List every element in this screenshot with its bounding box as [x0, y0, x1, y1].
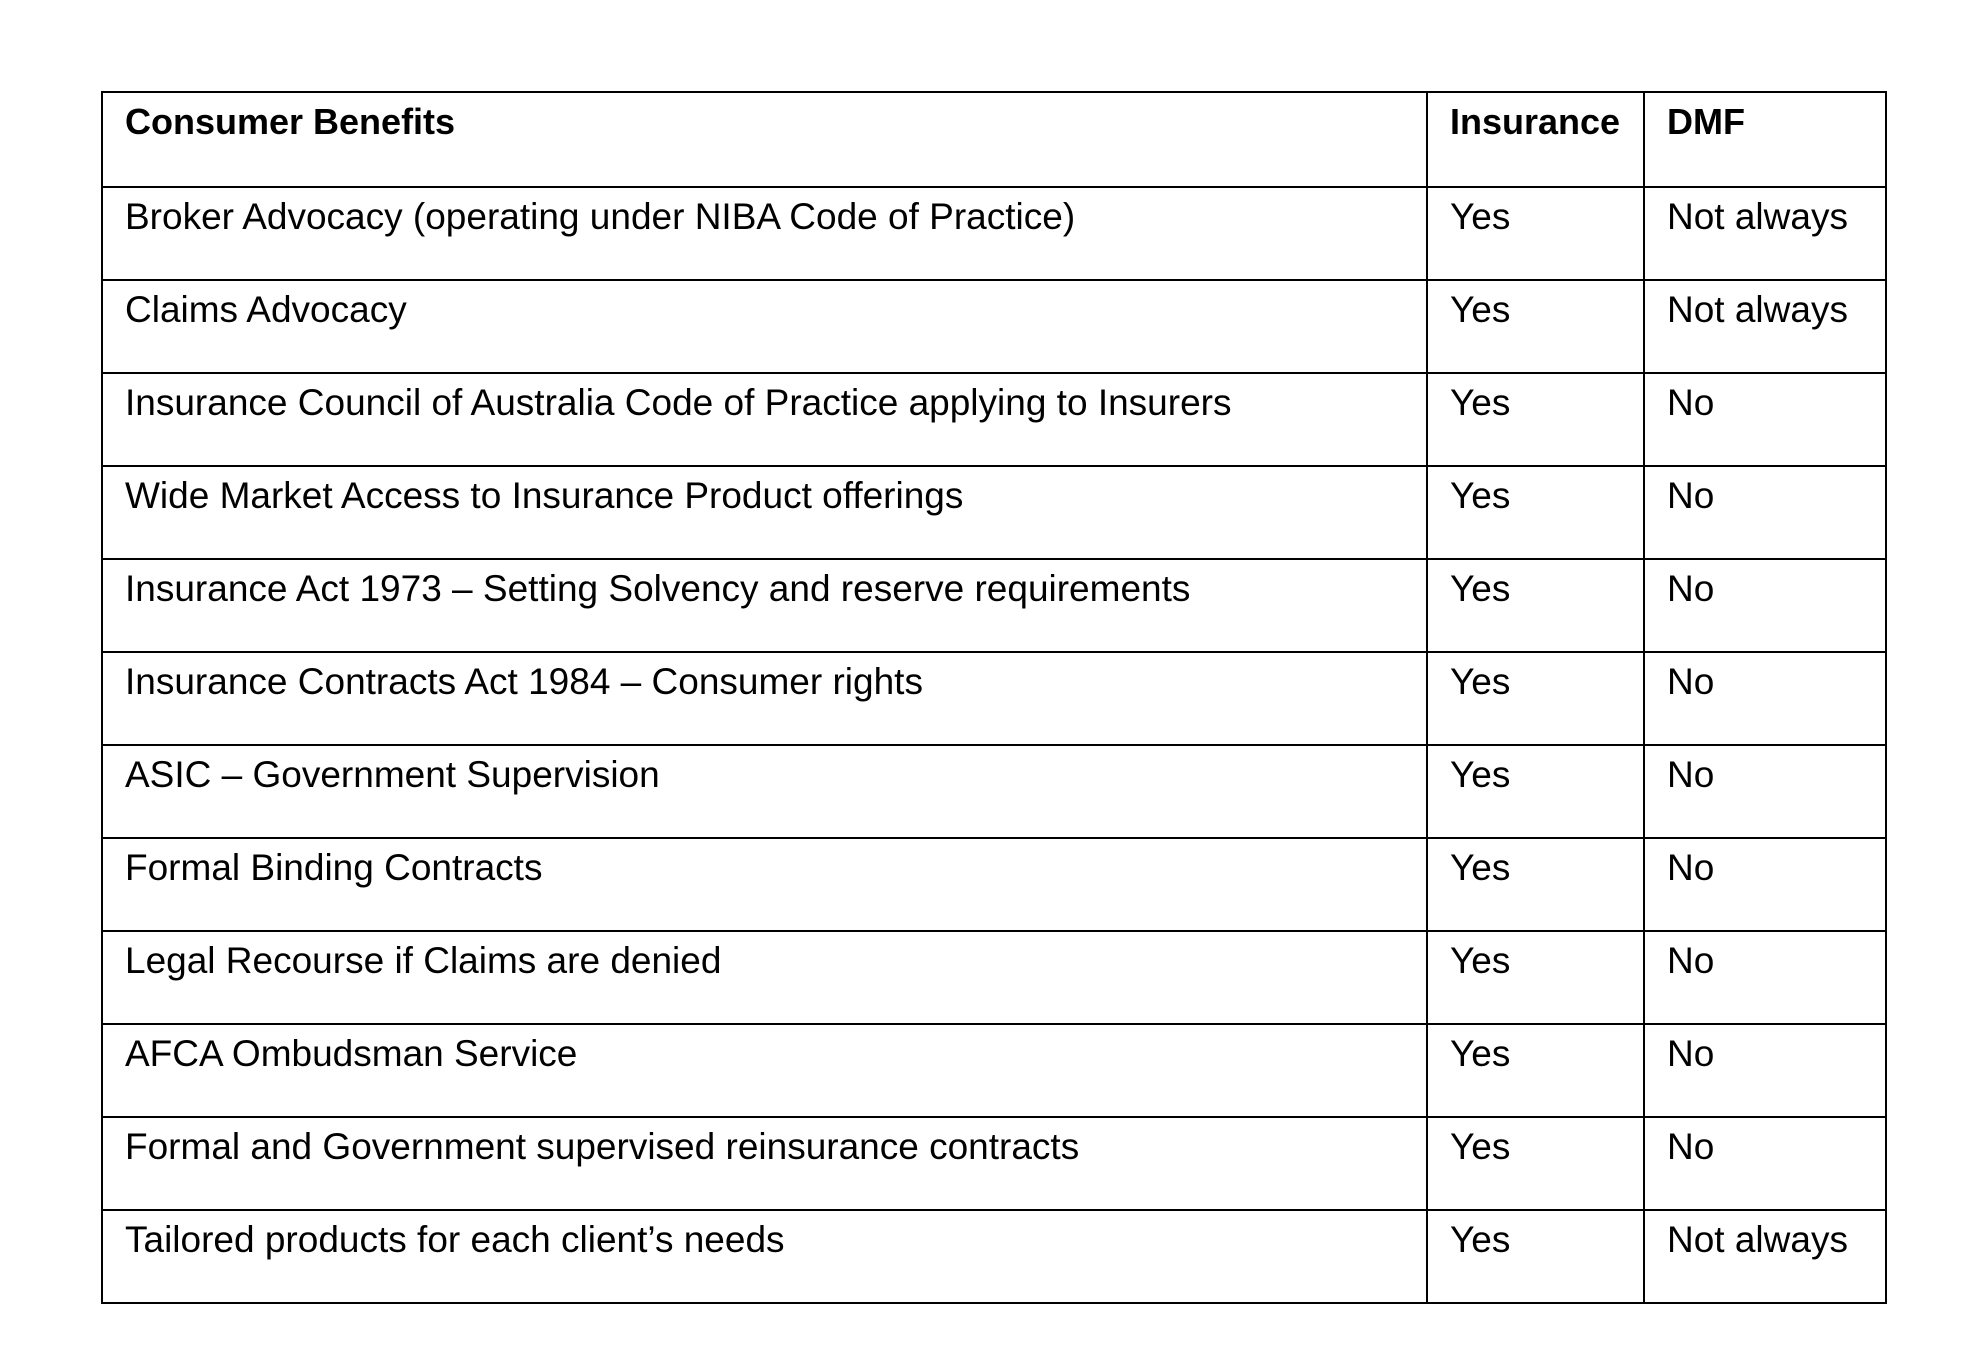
dmf-cell: No	[1644, 559, 1886, 652]
benefit-cell: Insurance Council of Australia Code of Practice applying to Insurers	[102, 373, 1427, 466]
insurance-cell: Yes	[1427, 1024, 1644, 1117]
table-row	[102, 838, 1886, 931]
insurance-cell: Yes	[1427, 187, 1644, 280]
table-row	[102, 1024, 1886, 1117]
table-row	[102, 745, 1886, 838]
insurance-cell: Yes	[1427, 1210, 1644, 1303]
insurance-cell: Yes	[1427, 466, 1644, 559]
dmf-cell: No	[1644, 931, 1886, 1024]
insurance-cell: Yes	[1427, 559, 1644, 652]
header-consumer-benefits: Consumer Benefits	[102, 92, 1427, 187]
benefit-cell: Legal Recourse if Claims are denied	[102, 931, 1427, 1024]
header-dmf: DMF	[1644, 92, 1886, 187]
table-row	[102, 559, 1886, 652]
insurance-cell: Yes	[1427, 745, 1644, 838]
benefit-cell: Broker Advocacy (operating under NIBA Code of Practice)	[102, 187, 1427, 280]
dmf-cell: No	[1644, 745, 1886, 838]
table-row	[102, 187, 1886, 280]
benefit-cell: Formal Binding Contracts	[102, 838, 1427, 931]
table-row	[102, 373, 1886, 466]
benefit-cell: Formal and Government supervised reinsurance contracts	[102, 1117, 1427, 1210]
insurance-cell: Yes	[1427, 1117, 1644, 1210]
insurance-cell: Yes	[1427, 373, 1644, 466]
dmf-cell: No	[1644, 652, 1886, 745]
table-row	[102, 1210, 1886, 1303]
table-row	[102, 931, 1886, 1024]
dmf-cell: Not always	[1644, 187, 1886, 280]
benefit-cell: ASIC – Government Supervision	[102, 745, 1427, 838]
comparison-table-container	[101, 91, 1885, 1304]
insurance-cell: Yes	[1427, 280, 1644, 373]
benefit-cell: Insurance Act 1973 – Setting Solvency and reserve requirements	[102, 559, 1427, 652]
benefit-cell: AFCA Ombudsman Service	[102, 1024, 1427, 1117]
dmf-cell: No	[1644, 1024, 1886, 1117]
insurance-cell: Yes	[1427, 931, 1644, 1024]
dmf-cell: No	[1644, 373, 1886, 466]
insurance-cell: Yes	[1427, 652, 1644, 745]
dmf-cell: No	[1644, 838, 1886, 931]
insurance-cell: Yes	[1427, 838, 1644, 931]
table-row	[102, 1117, 1886, 1210]
table-row	[102, 280, 1886, 373]
benefit-cell: Claims Advocacy	[102, 280, 1427, 373]
benefits-comparison-table	[101, 91, 1887, 1304]
benefit-cell: Wide Market Access to Insurance Product offerings	[102, 466, 1427, 559]
dmf-cell: Not always	[1644, 1210, 1886, 1303]
header-insurance: Insurance	[1427, 92, 1644, 187]
table-row	[102, 466, 1886, 559]
benefit-cell: Tailored products for each client’s needs	[102, 1210, 1427, 1303]
dmf-cell: No	[1644, 466, 1886, 559]
dmf-cell: Not always	[1644, 280, 1886, 373]
dmf-cell: No	[1644, 1117, 1886, 1210]
table-row	[102, 652, 1886, 745]
table-header-row	[102, 92, 1886, 187]
benefit-cell: Insurance Contracts Act 1984 – Consumer rights	[102, 652, 1427, 745]
